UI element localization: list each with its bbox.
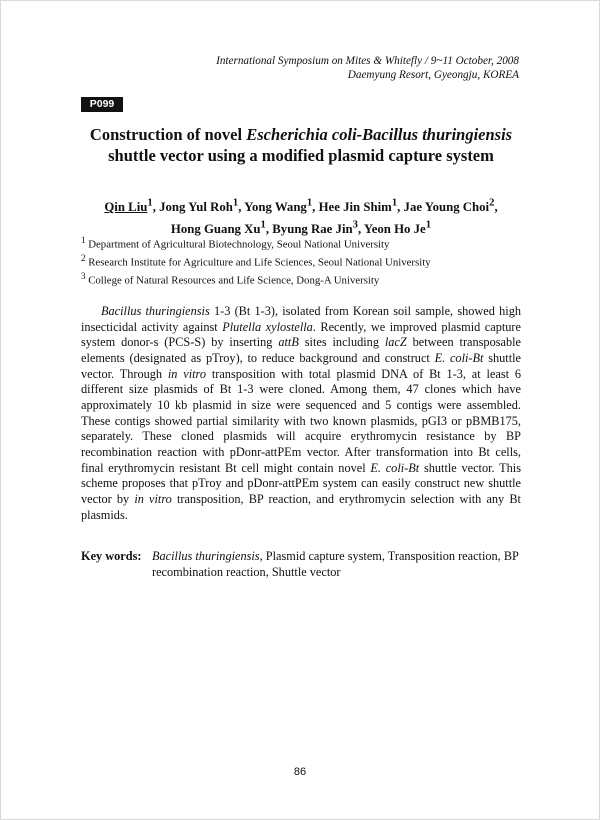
abstract-text-run: shuttle vector. This scheme proposes that pTroy and pDonr-attPEm system can easily construct new shuttle vector by [81,460,521,506]
affiliation-text: Department of Agricultural Biotechnology, Seoul National University [88,238,390,251]
title-part-2: shuttle vector using a modified plasmid capture system [108,146,494,165]
author-affil-mark: 1 [425,219,432,231]
author-separator: , [312,200,319,215]
keywords [81,549,521,580]
abstract-body [81,304,521,523]
abstract-italic-term: attB [278,335,299,350]
author [244,200,318,214]
title-species: Escherichia coli-Bacillus thuringiensis [246,125,513,144]
author [159,200,244,214]
author-name: Hee Jin Shim [318,200,392,215]
author-affil-mark: 1 [232,198,239,209]
affiliation-mark: 2 [81,253,86,264]
author-separator: , [152,200,160,215]
author-name: Jong Yul Roh [159,200,233,215]
author-name: Yeon Ho Je [363,221,426,236]
title-part-1: Construction of novel [89,125,247,144]
author-separator: , [265,221,273,236]
author-separator: , [397,200,404,215]
affiliation [81,270,531,288]
author-affil-mark: 1 [260,219,266,231]
affiliation-mark: 1 [81,235,86,245]
author-separator: , [238,200,245,215]
author-separator: , [494,200,498,215]
author [404,200,498,214]
page-number: 86 [293,766,307,778]
affiliation-mark: 3 [81,271,86,282]
abstract-text-run: transposition with total plasmid DNA of Bt 1-3, at least 6 different size plasmids of Bt 1-3 were cloned. Among them, 47 clones which have approximately 10 kb plasmid in size were sequenced and 5 contigs were assembled. These contigs showed partial similarity with two known plasmids, pGI3 or pBMB175, separately. These cloned plasmids will acquire erythromycin resistance by BP recombination reaction with pDonr-attPEm vector. After transformation into Bt cells, final erythromycin resistant Bt cell might contain novel [81,366,521,475]
author-affil-mark: 2 [489,198,495,209]
conference-header [216,55,519,82]
abstract-text-run: 1-3 (Bt 1-3), isolated from Korean soil sample, showed high insecticidal activity against [81,304,521,334]
abstract-italic-term: E. coli-Bt [370,460,420,475]
affiliation-text: College of Natural Resources and Life Science, Dong-A University [88,274,380,287]
abstract-italic-term: in vitro [167,366,207,381]
affiliation-list [81,234,531,288]
author [319,200,404,214]
conference-name: International Symposium on Mites & Whitefly / 9~11 October, 2008 [216,55,519,67]
abstract-italic-term: Bacillus thuringiensis [101,304,210,318]
author-name: Jae Young Choi [403,200,490,215]
author-name: Yong Wang [244,200,307,215]
conference-venue: Daemyung Resort, Gyeongju, KOREA [347,68,519,81]
abstract-text-run: . Recently, we improved plasmid capture system donor-s (PCS-S) by inserting [81,319,521,350]
abstract-text-run: shuttle vector. Through [81,350,522,381]
author-separator: , [357,221,364,236]
author-affil-mark: 1 [147,198,153,209]
paper-title [61,124,541,166]
keywords-label: Key words: [81,549,142,563]
author [104,200,159,214]
affiliation [81,234,531,252]
abstract-text-run: transposition, BP reaction, and erythromycin selection with any Bt plasmids. [81,491,521,522]
keyword-species: Bacillus thuringiensis [152,549,260,563]
author-list [61,195,541,238]
abstract-italic-term: E. coli-Bt [434,350,484,365]
author-affil-mark: 1 [391,198,398,209]
keywords-text [152,549,521,580]
abstract-text-run: between transposable elements (designated as pTroy), to reduce background and construct [81,335,521,365]
abstract-italic-term: in vitro [134,491,172,506]
author-name: Qin Liu [104,200,148,215]
abstract-italic-term: lacZ [384,335,407,350]
abstract-text-run: sites including [298,335,385,350]
poster-id-badge: P099 [81,97,123,112]
author-affil-mark: 1 [306,198,313,209]
affiliation [81,252,531,270]
abstract-italic-term: Plutella xylostella [222,319,313,334]
affiliation-text: Research Institute for Agriculture and Life Sciences, Seoul National University [88,256,431,269]
author-affil-mark: 3 [352,219,358,231]
author-name: Byung Rae Jin [272,221,353,236]
keyword-rest: , Plasmid capture system, Transposition reaction, BP recombination reaction, Shuttle vector [152,549,519,579]
author-name: Hong Guang Xu [170,221,261,236]
